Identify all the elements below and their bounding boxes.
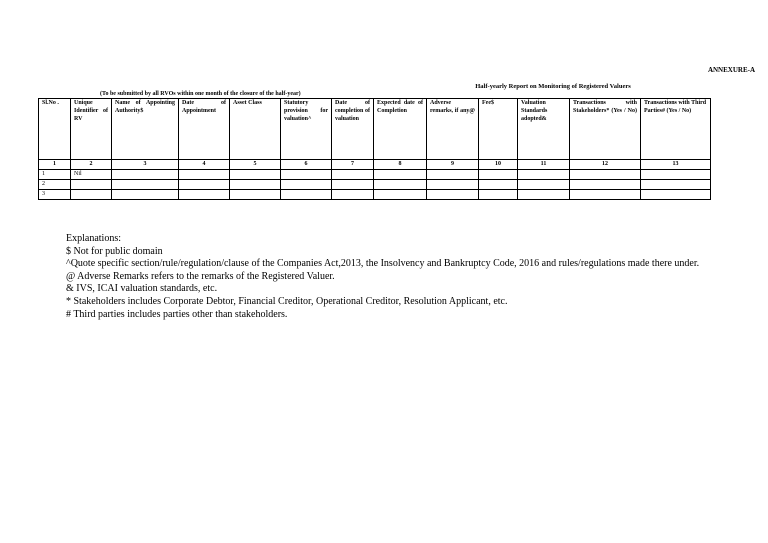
column-number: 8 [374,160,427,170]
column-number: 9 [427,160,479,170]
table-cell [518,190,570,200]
table-cell [374,180,427,190]
row-serial: 3 [39,190,71,200]
table-row [39,170,711,180]
valuer-report-table [38,98,711,200]
table-cell [518,170,570,180]
table-cell [427,190,479,200]
annexure-label: ANNEXURE-A [707,66,755,74]
column-header: Fee$ [479,99,518,160]
table-cell [479,190,518,200]
column-header: Date of Appointment [179,99,230,160]
row-serial: 2 [39,180,71,190]
table-cell [479,180,518,190]
column-number: 13 [641,160,711,170]
table-cell [112,170,179,180]
table-cell [641,170,711,180]
table-cell [179,190,230,200]
table-cell [518,180,570,190]
column-header: Valuation Standards adopted& [518,99,570,160]
table-cell [179,180,230,190]
report-subtitle: (To be submitted by all RVOs within one month of the closure of the half-year) [100,91,301,97]
table-cell [332,180,374,190]
column-header: Unique Identifier of RV [71,99,112,160]
table-cell [570,190,641,200]
column-header: Transactions with Third Parties# (Yes / No) [641,99,711,160]
explanation-item: & IVS, ICAI valuation standards, etc. [66,283,218,295]
explanation-item: $ Not for public domain [66,245,163,257]
column-number: 12 [570,160,641,170]
column-number: 2 [71,160,112,170]
table-cell [374,190,427,200]
explanation-item: @ Adverse Remarks refers to the remarks of the Registered Valuer. [66,270,335,282]
table-cell [230,190,281,200]
table-cell [427,170,479,180]
table-cell [427,180,479,190]
column-number: 6 [281,160,332,170]
row-identifier: Nil [71,170,112,180]
table-cell [281,180,332,190]
column-header: Transactions with Stakeholders* (Yes / No) [570,99,641,160]
explanation-item: # Third parties includes parties other than stakeholders. [66,308,288,320]
table-cell [179,170,230,180]
column-header: Date of completion of valuation [332,99,374,160]
column-header: Statutory provision for valuation^ [281,99,332,160]
column-number: 1 [39,160,71,170]
row-serial: 1 [39,170,71,180]
table-row [39,180,711,190]
table-cell [641,190,711,200]
column-number-row [39,160,711,170]
table-cell [230,180,281,190]
table-cell [570,170,641,180]
table-cell [570,180,641,190]
column-number: 5 [230,160,281,170]
explanation-item: ^Quote specific section/rule/regulation/clause of the Companies Act,2013, the Insolvency and Bankruptcy Code, 2016 and rules/regulations made there under. [66,258,700,270]
explanations-section [66,233,766,321]
column-header: Asset Class [230,99,281,160]
table-cell [112,180,179,190]
table-cell [230,170,281,180]
explanation-item: * Stakeholders includes Corporate Debtor, Financial Creditor, Operational Creditor, Resolution Applicant, etc. [66,295,508,307]
explanations-heading: Explanations: [66,233,121,244]
table-cell [479,170,518,180]
table-cell [332,190,374,200]
column-number: 7 [332,160,374,170]
table-header-row [39,99,711,160]
column-number: 3 [112,160,179,170]
report-title: Half-yearly Report on Monitoring of Registered Valuers [475,83,631,90]
table-cell [281,170,332,180]
table-cell [112,190,179,200]
table-cell [641,180,711,190]
column-header: Sl.No . [39,99,71,160]
row-identifier [71,190,112,200]
table-cell [281,190,332,200]
column-number: 11 [518,160,570,170]
column-header: Name of Appointing Authority$ [112,99,179,160]
table-cell [332,170,374,180]
table-row [39,190,711,200]
column-header: Adverse remarks, if any@ [427,99,479,160]
column-header: Expected date of Completion [374,99,427,160]
row-identifier [71,180,112,190]
column-number: 10 [479,160,518,170]
table-cell [374,170,427,180]
column-number: 4 [179,160,230,170]
